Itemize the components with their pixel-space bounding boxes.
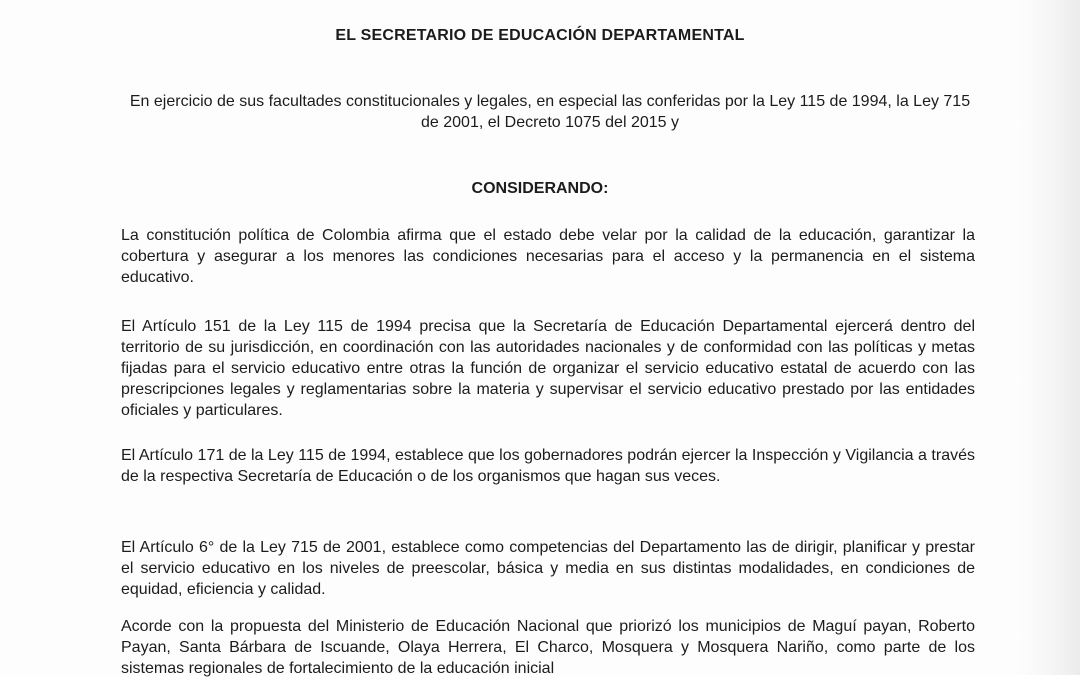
paragraph-articulo-171: El Artículo 171 de la Ley 115 de 1994, establece que los gobernadores podrán ejercer la Inspección y Vigilancia a través de la respectiva Secretaría de Educación o de los organismos que hagan sus veces. [121, 447, 975, 485]
paragraph-articulo-151: El Artículo 151 de la Ley 115 de 1994 precisa que la Secretaría de Educación Departamental ejercerá dentro del territorio de su jurisdicción, en coordinación con las autoridades nacionales y de conformidad con las políticas y metas fijadas para el servicio educativo entre otras la función de organizar el servicio educativo estatal de acuerdo con las prescripciones legales y reglamentarias sobre la materia y supervisar el servicio educativo prestado por las entidades oficiales y particulares. [121, 318, 975, 419]
paragraph-articulo-6: El Artículo 6° de la Ley 715 de 2001, establece como competencias del Departamento las de dirigir, planificar y prestar el servicio educativo en los niveles de preescolar, básica y media en sus distintas modalidades, en condiciones de equidad, eficiencia y calidad. [121, 539, 975, 598]
paragraph-propuesta-ministerio: Acorde con la propuesta del Ministerio de Educación Nacional que priorizó los municipios de Maguí payan, Roberto Payan, Santa Bárbara de Iscuande, Olaya Herrera, El Charco, Mosquera y Mosquera Nariño, como parte de los sistemas regionales de fortalecimiento de la educación inicial [121, 618, 975, 677]
page-edge-shadow [1020, 0, 1080, 675]
intro-paragraph: En ejercicio de sus facultades constitucionales y legales, en especial las conferidas por la Ley 115 de 1994, la Ley 715 de 2001, el Decreto 1075 del 2015 y [129, 93, 971, 131]
document-title: EL SECRETARIO DE EDUCACIÓN DEPARTAMENTAL [335, 27, 745, 44]
paragraph-constitucion: La constitución política de Colombia afirma que el estado debe velar por la calidad de la educación, garantizar la cobertura y asegurar a los menores las condiciones necesarias para el acceso y la permanencia en el sistema educativo. [121, 227, 975, 286]
section-heading: CONSIDERANDO: [471, 180, 609, 197]
